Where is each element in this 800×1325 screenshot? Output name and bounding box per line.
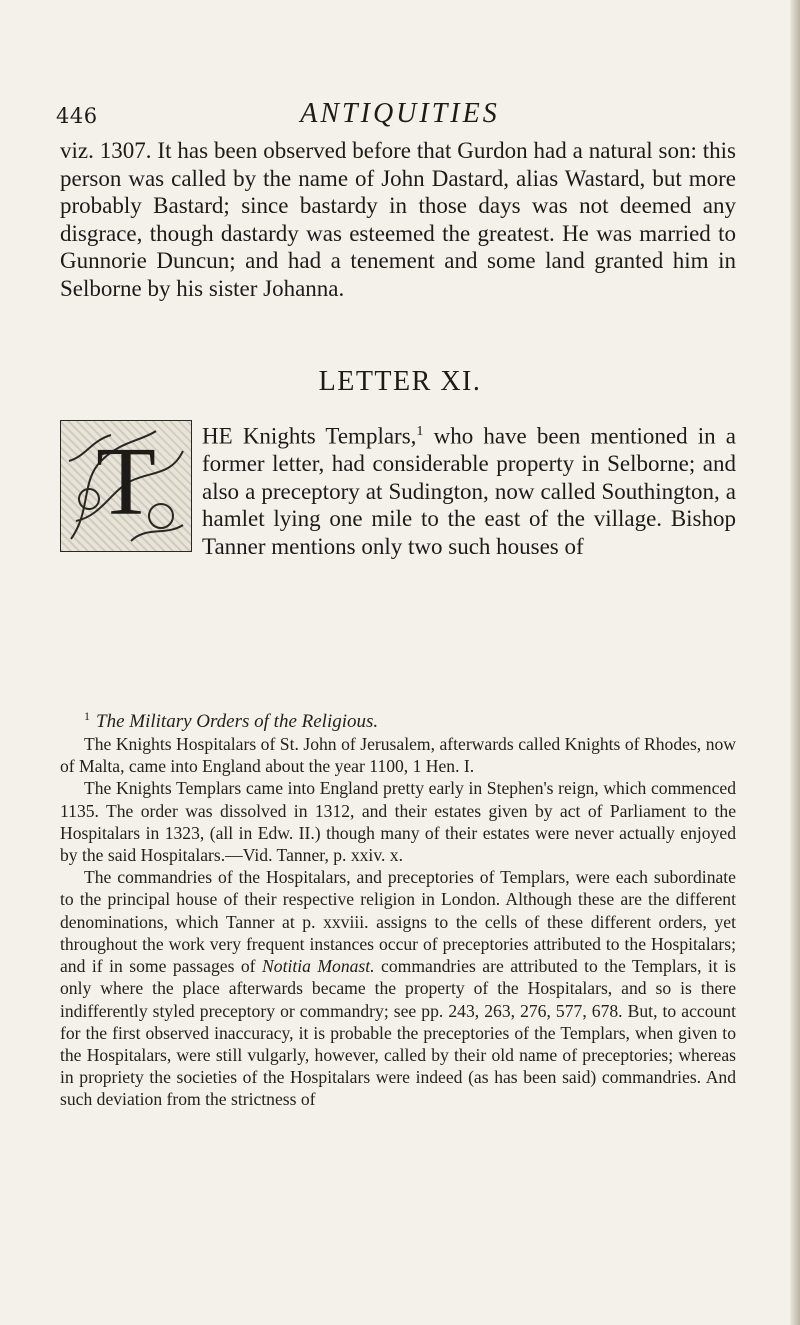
intro-paragraph: viz. 1307. It has been observed before that Gurdon had a natural son: this person was called by the name of John Dastard, alias Wastard, but more probably Bastard; since bastardy in those days was not deemed any disgrace, though dastardy was esteemed the greatest. He was married to Gunnorie Duncun; and had a tenement and some land granted him in Selborne by his sister Johanna. [60, 138, 736, 301]
letter-body [60, 418, 736, 561]
footnote-reference: 1 [416, 424, 424, 439]
footnote-paragraph-2: The Knights Templars came into England pretty early in Stephen's reign, which commenced 1135. The order was dissolved in 1312, and their estates given by act of Parliament to the Hospitalars in 1323, (all in Edw. II.) though many of their estates were never actually enjoyed by the said Hospitalars.—Vid. Tanner, p. xxiv. x. [60, 778, 736, 866]
letter-body-text: who have been mentioned in a former letter, had considerable property in Selborne; and also a preceptory at Sudington, now called Southington, a hamlet lying one mile to the east of the village. Bishop Tanner mentions only two such houses of [202, 423, 736, 560]
page-number: 446 [56, 104, 98, 128]
footnote-heading [60, 705, 736, 733]
drop-cap-letter: T [96, 428, 156, 536]
footnote-paragraph-3 [60, 866, 736, 1110]
letter-opening-words: HE Knights Templars, [202, 423, 417, 449]
footnote-p3-italic: Notitia Monast. [262, 956, 375, 977]
running-title: ANTIQUITIES [300, 98, 500, 129]
letter-heading: LETTER XI. [318, 366, 482, 397]
footnote-p3-end: commandries are attributed to the Templars, it is only where the place afterwards became the property of the Hospitalars, and so is there indifferently styled preceptory or commandry; see pp. 243, 263, 276, 577, 678. But, to account for the first observed inaccuracy, it is probable the preceptories of the Templars, when given to the Hospitalars, were still vulgarly, however, called by their old name of preceptories; whereas in propriety the societies of the Hospitalars were indeed (as has been said) commandries. And such deviation from the strictness of [60, 956, 736, 1110]
page-edge-shadow [790, 0, 800, 1325]
footnote-title: The Military Orders of the Religious. [96, 710, 379, 732]
footnote-marker: 1 [84, 709, 90, 723]
footnote-p3-start: The commandries of the Hospitalars, and preceptories of Templars, were each subordinate to the principal house of their respective religion in London. Although these are the different denominations, which Tanner at p. xxviii. assigns to the cells of these different orders, yet throughout the work very frequent instances occur of preceptories attributed to the Hospitalars; and if in some passages of [60, 867, 736, 977]
ornamental-drop-cap [60, 420, 192, 552]
running-head [0, 96, 800, 136]
footnote-paragraph-1: The Knights Hospitalars of St. John of Jerusalem, afterwards called Knights of Rhodes, now of Malta, came into England about the year 1100, 1 Hen. I. [60, 734, 736, 777]
footnotes [60, 705, 736, 1111]
